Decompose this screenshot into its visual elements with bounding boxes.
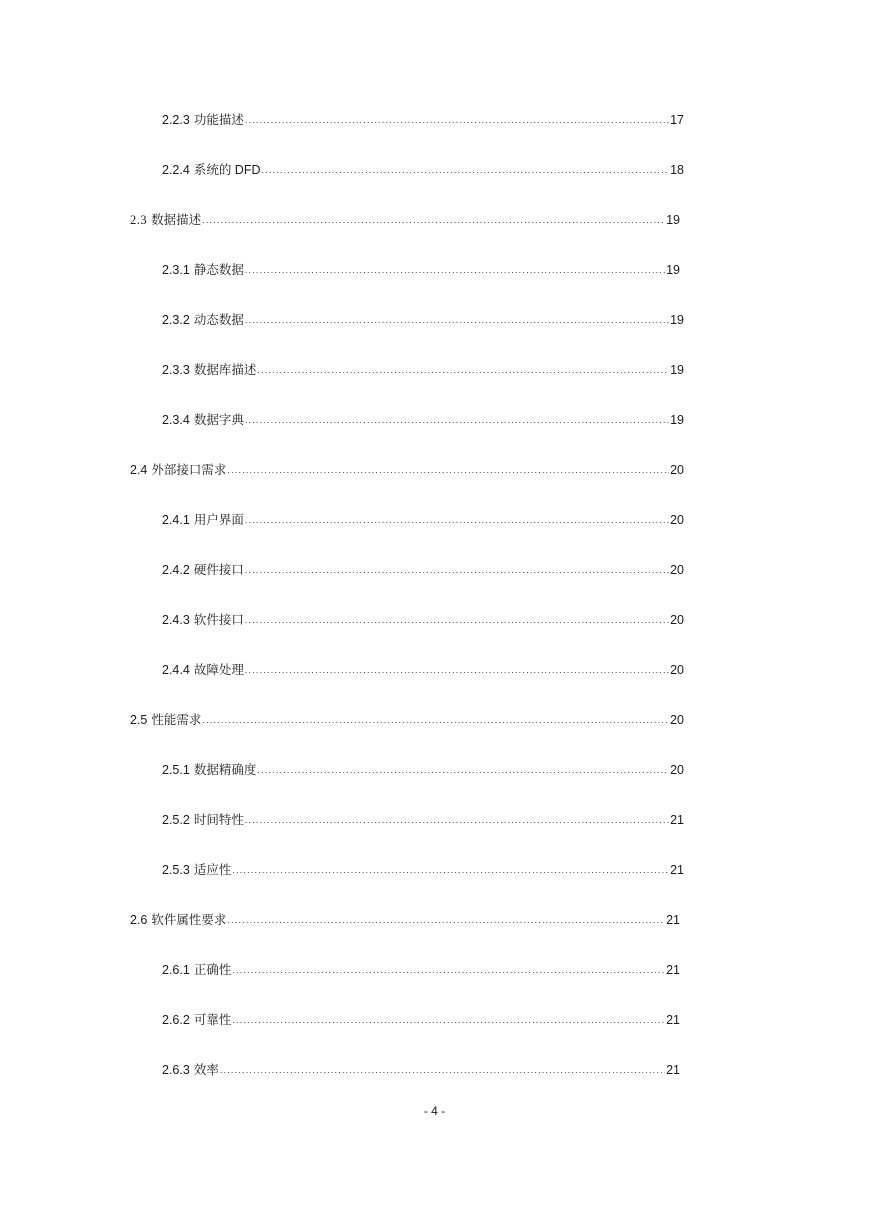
toc-entry-2-3-3[interactable] (162, 361, 684, 379)
toc-title: 数据描述 (151, 213, 202, 227)
toc-page-number: 21 (670, 863, 684, 877)
toc-page-number: 21 (670, 813, 684, 827)
toc-title: 硬件接口 (193, 563, 244, 577)
toc-title: 系统的 DFD (193, 163, 261, 177)
page-footer-number: - 4 - (423, 1104, 446, 1118)
toc-page-number: 20 (670, 563, 684, 577)
toc-number: 2.4 (130, 463, 148, 477)
toc-page-number: 19 (666, 213, 680, 227)
toc-title: 数据字典 (193, 413, 244, 427)
toc-title: 软件接口 (193, 613, 244, 627)
toc-number: 2.6 (130, 913, 148, 927)
toc-entry-2-3[interactable] (130, 211, 680, 229)
toc-number: 2.3.3 (162, 363, 190, 377)
toc-entry-2-3-2[interactable] (162, 311, 684, 329)
dot-leader (245, 111, 669, 129)
toc-page-number: 21 (666, 913, 680, 927)
toc-title: 数据库描述 (193, 363, 257, 377)
toc-number: 2.4.4 (162, 663, 190, 677)
dot-leader (245, 811, 669, 829)
dot-leader (227, 461, 669, 479)
dot-leader (220, 1061, 665, 1079)
dot-leader (245, 411, 669, 429)
dot-leader (245, 311, 669, 329)
toc-page-number: 20 (670, 763, 684, 777)
toc-page-number: 21 (666, 1013, 680, 1027)
toc-title: 用户界面 (193, 513, 244, 527)
toc-page-number: 20 (670, 713, 684, 727)
toc-title: 可靠性 (193, 1013, 232, 1027)
toc-entry-2-5-3[interactable] (162, 861, 684, 879)
toc-number: 2.5.1 (162, 763, 190, 777)
toc-page-number: 21 (666, 963, 680, 977)
toc-entry-2-2-4[interactable] (162, 161, 684, 179)
toc-page-number: 19 (670, 413, 684, 427)
dot-leader (245, 661, 669, 679)
toc-page-number: 20 (670, 463, 684, 477)
toc-title: 性能需求 (151, 713, 202, 727)
toc-entry-2-4-1[interactable] (162, 511, 684, 529)
toc-number: 2.5.3 (162, 863, 190, 877)
toc-entry-2-6-1[interactable] (162, 961, 680, 979)
dot-leader (245, 561, 669, 579)
toc-entry-2-4-2[interactable] (162, 561, 684, 579)
toc-number: 2.6.3 (162, 1063, 190, 1077)
toc-page-number: 20 (670, 513, 684, 527)
toc-entry-2-6-3[interactable] (162, 1061, 680, 1079)
toc-title: 适应性 (193, 863, 232, 877)
dot-leader (232, 961, 665, 979)
dot-leader (202, 711, 669, 729)
toc-page-number: 20 (670, 613, 684, 627)
toc-page-number: 18 (670, 163, 684, 177)
dot-leader (245, 261, 665, 279)
toc-title: 静态数据 (193, 263, 244, 277)
dot-leader (232, 861, 669, 879)
dot-leader (257, 361, 669, 379)
toc-number: 2.6.2 (162, 1013, 190, 1027)
toc-page-number: 19 (666, 263, 680, 277)
toc-page-number: 19 (670, 313, 684, 327)
toc-entry-2-3-4[interactable] (162, 411, 684, 429)
toc-title: 故障处理 (193, 663, 244, 677)
toc-number: 2.3 (130, 213, 148, 227)
toc-title: 外部接口需求 (151, 463, 227, 477)
toc-number: 2.4.3 (162, 613, 190, 627)
toc-entry-2-6-2[interactable] (162, 1011, 680, 1029)
toc-title: 软件属性要求 (151, 913, 227, 927)
toc-entry-2-5[interactable] (130, 711, 684, 729)
toc-number: 2.3.1 (162, 263, 190, 277)
dot-leader (232, 1011, 665, 1029)
dot-leader (245, 511, 669, 529)
toc-entry-2-4[interactable] (130, 461, 684, 479)
dot-leader (227, 911, 665, 929)
dot-leader (257, 761, 669, 779)
toc-entry-2-2-3[interactable] (162, 111, 684, 129)
toc-entry-2-6[interactable] (130, 911, 680, 929)
toc-title: 数据精确度 (193, 763, 257, 777)
toc-entry-2-4-4[interactable] (162, 661, 684, 679)
toc-entry-2-3-1[interactable] (162, 261, 680, 279)
toc-number: 2.4.1 (162, 513, 190, 527)
toc-number: 2.5.2 (162, 813, 190, 827)
toc-number: 2.5 (130, 713, 148, 727)
dot-leader (261, 161, 669, 179)
toc-title: 动态数据 (193, 313, 244, 327)
toc-number: 2.2.4 (162, 163, 190, 177)
toc-page-number: 17 (670, 113, 684, 127)
toc-title: 时间特性 (193, 813, 244, 827)
dot-leader (202, 211, 665, 229)
toc-number: 2.3.2 (162, 313, 190, 327)
toc-title: 正确性 (193, 963, 232, 977)
toc-page-number: 19 (670, 363, 684, 377)
toc-entry-2-5-2[interactable] (162, 811, 684, 829)
toc-number: 2.6.1 (162, 963, 190, 977)
toc-number: 2.4.2 (162, 563, 190, 577)
dot-leader (245, 611, 669, 629)
toc-page-number: 21 (666, 1063, 680, 1077)
toc-page-number: 20 (670, 663, 684, 677)
toc-number: 2.2.3 (162, 113, 190, 127)
toc-entry-2-5-1[interactable] (162, 761, 684, 779)
toc-number: 2.3.4 (162, 413, 190, 427)
toc-title: 效率 (193, 1063, 219, 1077)
toc-title: 功能描述 (193, 113, 244, 127)
toc-entry-2-4-3[interactable] (162, 611, 684, 629)
